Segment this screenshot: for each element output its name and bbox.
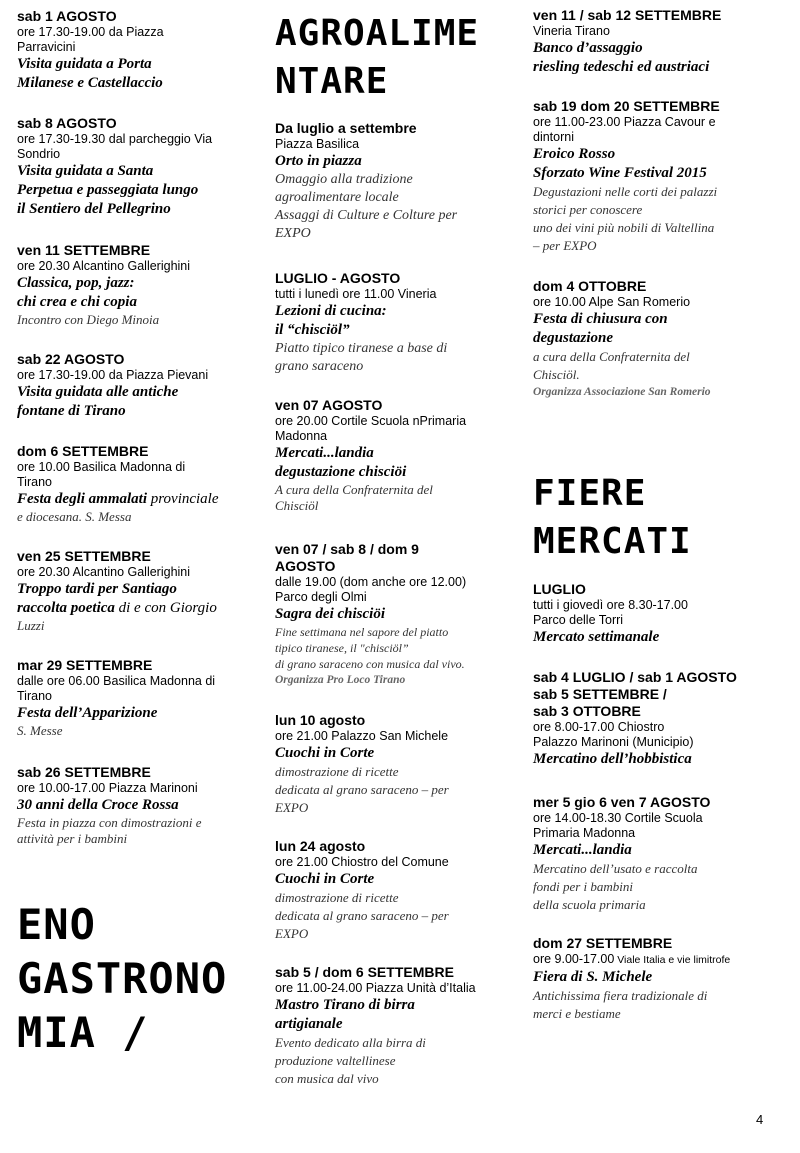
event-date: dom 6 SETTEMBRE [17, 443, 149, 459]
heading-line: FIERE [533, 473, 647, 514]
event-description: Mercatino dell’usato e raccolta [533, 861, 698, 876]
event-title: Cuochi in Corte [275, 871, 375, 887]
event-title: Classica, pop, jazz: [17, 275, 135, 291]
event-title: Banco d’assaggio [533, 40, 643, 56]
event-title: Cuochi in Corte [275, 745, 375, 761]
heading-line: MIA / [17, 1008, 149, 1057]
event-item [275, 541, 505, 688]
event-info: ore 17.30-19.00 da Piazza Pievani [17, 368, 209, 382]
event-description: Omaggio alla tradizione [275, 172, 413, 187]
event-info: ore 11.00-23.00 Piazza Cavour e [533, 115, 716, 129]
heading-line: GASTRONO [17, 954, 228, 1003]
event-item [275, 964, 505, 1088]
event-info: ore 20.00 Cortile Scuola nPrimaria [275, 414, 467, 428]
event-info: tutti i lunedì ore 11.00 Vineria [275, 287, 437, 301]
event-info-time: ore 9.00-17.00 [533, 952, 615, 966]
event-date: dom 27 SETTEMBRE [533, 935, 673, 951]
event-item [275, 397, 505, 514]
event-description: grano saraceno [275, 359, 364, 374]
event-description: Luzzi [17, 618, 45, 633]
event-date: mer 5 gio 6 ven 7 AGOSTO [533, 794, 711, 810]
event-info: ore 10.00 Basilica Madonna di [17, 460, 186, 474]
event-title: Fiera di S. Michele [533, 969, 653, 985]
event-description: – per EXPO [533, 238, 597, 253]
event-info [533, 952, 788, 968]
heading-line: NTARE [275, 61, 389, 102]
event-title: Visita guidata a Porta [17, 56, 152, 72]
event-title: Sforzato Wine Festival 2015 [533, 165, 707, 181]
event-item [533, 794, 788, 914]
event-date: lun 24 agosto [275, 838, 366, 854]
event-description: produzione valtellinese [275, 1053, 396, 1068]
event-date: dom 4 OTTOBRE [533, 278, 647, 294]
event-date: sab 19 dom 20 SETTEMBRE [533, 98, 720, 114]
event-info: Palazzo Marinoni (Municipio) [533, 735, 694, 749]
event-description: Degustazioni nelle corti dei palazzi [533, 184, 718, 199]
event-item [533, 278, 788, 400]
event-title: Sagra dei chisciöi [275, 606, 386, 622]
event-title-bold: raccolta poetica [17, 600, 115, 616]
event-title: 30 anni della Croce Rossa [17, 797, 179, 813]
heading-line: ENO [17, 900, 96, 949]
event-title: Festa di chiusura con [533, 311, 668, 327]
event-info: Vineria Tirano [533, 24, 610, 38]
event-item [17, 351, 257, 421]
event-item [17, 8, 257, 93]
event-organizer: Organizza Associazione San Romerio [533, 386, 711, 398]
event-title: Milanese e Castellaccio [17, 75, 163, 91]
event-description: EXPO [275, 226, 311, 241]
event-description: fondi per i bambini [533, 879, 634, 894]
event-date: ven 07 / sab 8 / dom 9 [275, 541, 419, 557]
event-description: Evento dedicato alla birra di [275, 1035, 426, 1050]
event-title: Troppo tardi per Santiago [17, 581, 177, 597]
event-item [17, 115, 257, 219]
event-item [533, 7, 788, 77]
event-title: il Sentiero del Pellegrino [17, 201, 171, 217]
event-date: sab 1 AGOSTO [17, 8, 117, 24]
event-info: Primaria Madonna [533, 826, 636, 840]
event-info: ore 17.30-19.30 dal parcheggio Via [17, 132, 213, 146]
event-item [17, 657, 257, 739]
event-date: sab 5 / dom 6 SETTEMBRE [275, 964, 454, 980]
event-title: Mercato settimanale [533, 629, 660, 645]
event-info: Piazza Basilica [275, 137, 360, 151]
event-date: ven 11 / sab 12 SETTEMBRE [533, 7, 722, 23]
event-title: Mastro Tirano di birra [275, 997, 415, 1013]
event-description: A cura della Confraternita del [275, 482, 433, 497]
event-description: e diocesana. S. Messa [17, 509, 132, 524]
event-info: dalle 19.00 (dom anche ore 12.00) [275, 575, 467, 589]
event-info: Tirano [17, 689, 52, 703]
event-date: ven 25 SETTEMBRE [17, 548, 151, 564]
event-item [275, 838, 505, 943]
page-number: 4 [756, 1112, 764, 1127]
event-description: con musica dal vivo [275, 1071, 379, 1086]
event-info: Parravicini [17, 40, 76, 54]
event-item [17, 242, 257, 328]
event-title [17, 599, 257, 618]
section-heading-agroalimentare [275, 10, 479, 106]
event-info: Parco delle Torri [533, 613, 624, 627]
heading-line: AGROALIME [275, 13, 480, 54]
event-title: Mercati...landia [275, 445, 374, 461]
event-description: EXPO [275, 926, 309, 941]
event-description: storici per conoscere [533, 202, 643, 217]
event-info-place: Viale Italia e vie limitrofe [614, 954, 731, 966]
event-description: merci e bestiame [533, 1006, 621, 1021]
event-description: agroalimentare locale [275, 190, 399, 205]
event-title: Festa dell’Apparizione [17, 705, 158, 721]
event-info: Tirano [17, 475, 52, 489]
event-description: Chisciöl. [533, 367, 580, 382]
event-date: lun 10 agosto [275, 712, 366, 728]
event-description: Assaggi di Culture e Colture per [275, 208, 458, 223]
event-description: dimostrazione di ricette [275, 764, 399, 779]
event-info: ore 21.00 Chiostro del Comune [275, 855, 449, 869]
event-info: dintorni [533, 130, 574, 144]
event-date: LUGLIO - AGOSTO [275, 270, 401, 286]
event-description: uno dei vini più nobili di Valtellina [533, 220, 715, 235]
event-item [275, 270, 505, 376]
event-date: sab 26 SETTEMBRE [17, 764, 151, 780]
event-info: dalle ore 06.00 Basilica Madonna di [17, 674, 216, 688]
event-info: ore 10.00-17.00 Piazza Marinoni [17, 781, 198, 795]
event-description: Chisciöl [275, 498, 319, 513]
event-description: Incontro con Diego Minoia [17, 312, 160, 327]
event-description: dimostrazione di ricette [275, 890, 399, 905]
event-info: ore 11.00-24.00 Piazza Unità d’Italia [275, 981, 476, 995]
event-title: chi crea e chi copia [17, 294, 137, 310]
event-info: ore 21.00 Palazzo San Michele [275, 729, 449, 743]
event-title: fontane di Tirano [17, 403, 126, 419]
event-title: riesling tedeschi ed austriaci [533, 59, 710, 75]
event-title: Orto in piazza [275, 153, 362, 169]
event-description: dedicata al grano saraceno – per [275, 908, 449, 923]
event-info: ore 10.00 Alpe San Romerio [533, 295, 691, 309]
event-description: Antichissima fiera tradizionale di [533, 988, 708, 1003]
event-description: Piatto tipico tiranese a base di [275, 341, 448, 356]
event-title: Mercatino dell’hobbistica [533, 751, 692, 767]
event-date: sab 5 SETTEMBRE / [533, 686, 667, 702]
event-info: Parco degli Olmi [275, 590, 367, 604]
event-info: ore 14.00-18.30 Cortile Scuola [533, 811, 703, 825]
event-date: AGOSTO [275, 558, 336, 574]
event-info: tutti i giovedì ore 8.30-17.00 [533, 598, 688, 612]
event-item [533, 669, 788, 769]
event-info: ore 20.30 Alcantino Gallerighini [17, 259, 191, 273]
event-title: Perpetua e passeggiata lungo [17, 182, 199, 198]
event-description: Festa in piazza con dimostrazioni e [17, 815, 202, 830]
event-date: LUGLIO [533, 581, 586, 597]
event-item [17, 764, 257, 847]
event-title-rest: di e con Giorgio [114, 600, 217, 616]
event-info: ore 17.30-19.00 da Piazza [17, 25, 164, 39]
event-date: ven 07 AGOSTO [275, 397, 383, 413]
event-info: ore 20.30 Alcantino Gallerighini [17, 565, 191, 579]
heading-line: MERCATI [533, 521, 692, 562]
event-title: degustazione chisciöi [275, 464, 407, 480]
event-date: sab 3 OTTOBRE [533, 703, 641, 719]
event-title: Eroico Rosso [533, 146, 616, 162]
event-item [17, 443, 257, 525]
event-title [17, 490, 257, 509]
event-info: ore 8.00-17.00 Chiostro [533, 720, 665, 734]
event-description: tipico tiranese, il "chisciöl” [275, 641, 409, 655]
section-heading-enogastronomia [17, 898, 227, 1060]
event-title: Visita guidata a Santa [17, 163, 154, 179]
event-description: attività per i bambini [17, 831, 128, 846]
event-item [533, 581, 788, 647]
event-title: il “chisciöl” [275, 322, 350, 338]
event-description: Fine settimana nel sapore del piatto [275, 625, 449, 639]
event-description: della scuola primaria [533, 897, 646, 912]
event-title: Visita guidata alle antiche [17, 384, 179, 400]
event-description: a cura della Confraternita del [533, 349, 690, 364]
event-description: dedicata al grano saraceno – per [275, 782, 449, 797]
event-item [533, 98, 788, 255]
event-title-rest: provinciale [147, 491, 219, 507]
event-title: Lezioni di cucina: [275, 303, 387, 319]
event-date: ven 11 SETTEMBRE [17, 242, 151, 258]
event-item [275, 120, 505, 243]
event-date: sab 8 AGOSTO [17, 115, 117, 131]
event-title-bold: Festa degli ammalati [17, 491, 147, 507]
event-info: Sondrio [17, 147, 61, 161]
event-item [533, 935, 788, 1023]
event-item [17, 548, 257, 634]
event-info: Madonna [275, 429, 328, 443]
event-organizer: Organizza Pro Loco Tirano [275, 674, 406, 686]
event-date: sab 22 AGOSTO [17, 351, 125, 367]
event-description: EXPO [275, 800, 309, 815]
event-title: degustazione [533, 330, 614, 346]
event-title: Mercati...landia [533, 842, 632, 858]
event-date: mar 29 SETTEMBRE [17, 657, 153, 673]
event-description: S. Messe [17, 723, 63, 738]
event-title: artigianale [275, 1016, 343, 1032]
section-heading-fiere-mercati [533, 470, 692, 566]
event-item [275, 712, 505, 817]
event-description: di grano saraceno con musica dal vivo. [275, 657, 465, 671]
event-date: sab 4 LUGLIO / sab 1 AGOSTO [533, 669, 737, 685]
event-date: Da luglio a settembre [275, 120, 417, 136]
